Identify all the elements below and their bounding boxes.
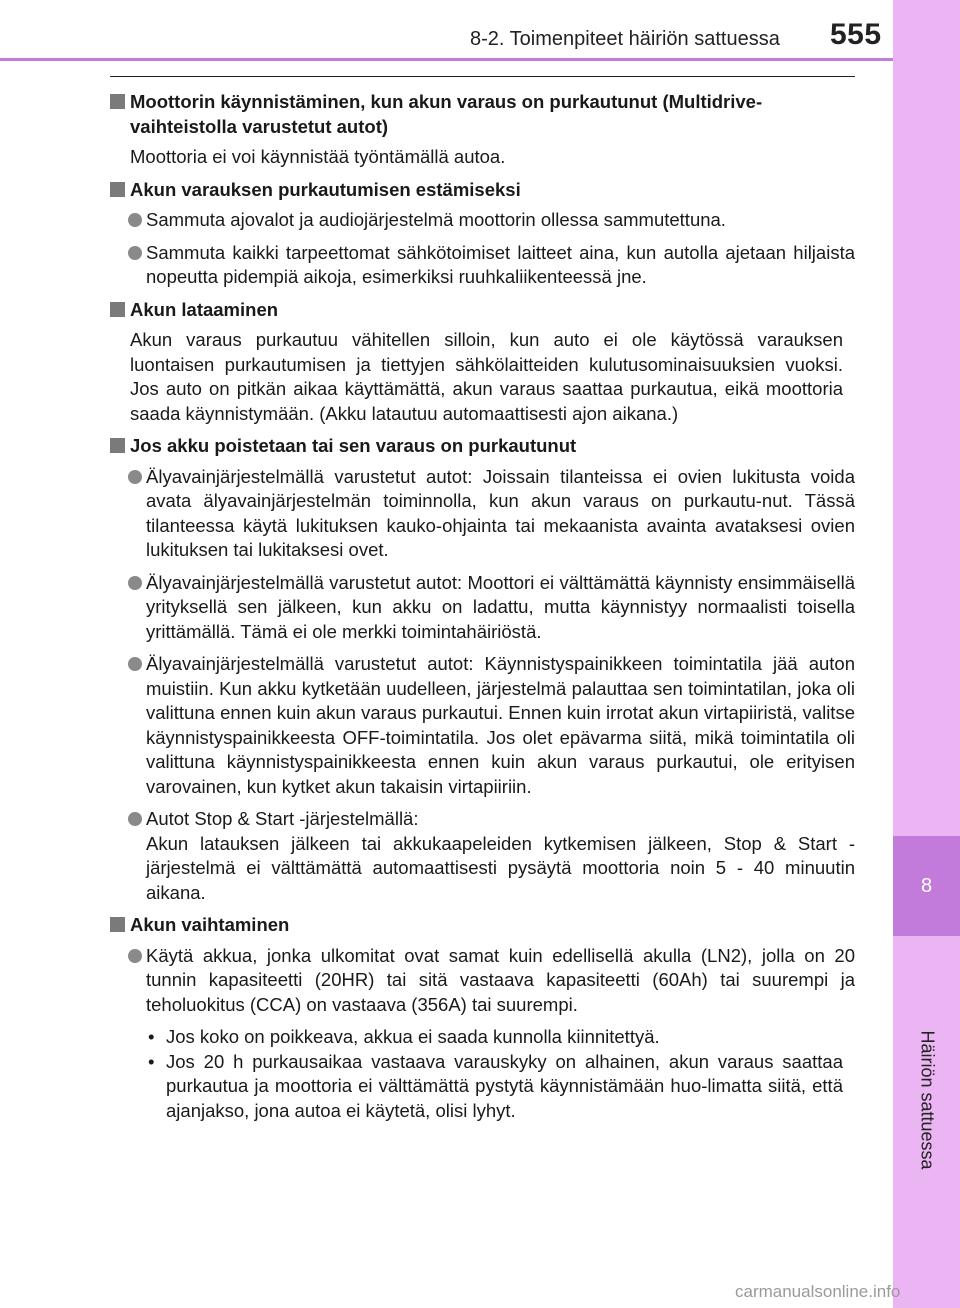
heading-text: Akun lataaminen xyxy=(130,298,279,320)
list-item-text: Älyavainjärjestelmällä varustetut autot: Joissain tilanteissa ei ovien lukitusta voida avata älyavainjärjestelmän toiminnolla, kun akun varaus on purkautu-nut. Tässä tilanteessa käytä lukituksen kauko-ohjainta tai mekaanista avainta avataksesi ovien lukituksen tai lukitaksesi ovet. xyxy=(146,465,855,560)
section-heading xyxy=(110,298,855,323)
circle-bullet-icon xyxy=(128,576,142,590)
list-item-text: Sammuta ajovalot ja audiojärjestelmä moottorin ollessa sammutettuna. xyxy=(146,209,726,230)
chapter-number: 8 xyxy=(920,874,933,897)
square-bullet-icon xyxy=(110,438,125,453)
section-heading xyxy=(110,913,855,938)
list-item-text: Älyavainjärjestelmällä varustetut autot: Käynnistyspainikkeen toimintatila jää auton muistiin. Kun akku kytketään uudelleen, järjestelmä palauttaa sen toimintatilan, joka oli valittuna ennen kuin akun varaus purkautui. Ennen kuin irrotat akun virtapiiristä, valitse käynnistyspainikkeesta OFF-toimintatila. Jos olet epävarma siitä, mikä toimintatila oli valittuna käynnistyspainikkeesta ennen kuin akun varaus purkautui, ole erityisen varovainen, kun kytket akun takaisin virtapiiriin. xyxy=(146,653,855,797)
sub-list-item xyxy=(110,1025,855,1050)
circle-bullet-icon xyxy=(128,812,142,826)
section-heading xyxy=(110,178,855,203)
circle-bullet-icon xyxy=(128,949,142,963)
circle-bullet-icon xyxy=(128,470,142,484)
chapter-sidebar xyxy=(893,0,960,1308)
list-item-text: Sammuta kaikki tarpeettomat sähkötoimiset laitteet aina, kun autolla ajetaan hiljaista nopeutta pidempiä aikoja, esimerkiksi ruuhkaliikenteessä jne. xyxy=(146,241,855,287)
chapter-number-box xyxy=(893,836,960,936)
list-item xyxy=(110,807,855,905)
chapter-title: Häiriön sattuessa xyxy=(917,1030,938,1170)
section-heading xyxy=(110,434,855,459)
sub-item-text: Jos koko on poikkeava, akkua ei saada kunnolla kiinnitettyä. xyxy=(166,1026,660,1047)
circle-bullet-icon xyxy=(128,657,142,671)
section-battery-removed xyxy=(110,434,855,905)
section-paragraph: Moottoria ei voi käynnistää työntämällä autoa. xyxy=(130,146,506,167)
sub-bullet-marker: • xyxy=(148,1050,155,1072)
list-item xyxy=(110,241,855,290)
list-item xyxy=(110,944,855,1018)
list-item xyxy=(110,208,855,233)
sub-bullet-marker: • xyxy=(148,1026,155,1047)
page-number: 555 xyxy=(830,18,882,51)
sub-item-text: Jos 20 h purkausaikaa vastaava varauskyky on alhainen, akun varaus saattaa purkautua ja moottoria ei välttämättä pystytä käynnistämään huo-limatta siitä, että ajanjakso, jona autoa ei käytetä, olisi lyhyt. xyxy=(166,1050,843,1121)
circle-bullet-icon xyxy=(128,213,142,227)
page-content xyxy=(110,90,855,1131)
heading-text: Moottorin käynnistäminen, kun akun varaus on purkautunut (Multidrive-vaihteistolla varustetut autot) xyxy=(130,91,763,137)
section-replacing xyxy=(110,913,855,1123)
heading-text: Jos akku poistetaan tai sen varaus on purkautunut xyxy=(130,435,577,456)
list-item-text: Käytä akkua, jonka ulkomitat ovat samat kuin edellisellä akulla (LN2), jolla on 20 tunnin kapasiteetti (20HR) tai sitä vastaava kapasiteetti (60Ah) tai suurempi ja teholuokitus (CCA) on vastaava (356A) tai suurempi. xyxy=(146,944,855,1015)
square-bullet-icon xyxy=(110,302,125,317)
list-item-text: Autot Stop & Start -järjestelmällä: xyxy=(146,808,419,829)
square-bullet-icon xyxy=(110,94,125,109)
circle-bullet-icon xyxy=(128,246,142,260)
list-item xyxy=(110,652,855,799)
list-item-continuation: Akun latauksen jälkeen tai akkukaapeleiden kytkemisen jälkeen, Stop & Start -järjestelmä ei välttämättä automaattisesti pysäytä moottoria noin 5 - 40 minuutin aikana. xyxy=(146,832,855,903)
header-divider xyxy=(110,76,855,77)
sub-list-item xyxy=(110,1050,855,1124)
section-heading xyxy=(110,90,855,139)
list-item-text: Älyavainjärjestelmällä varustetut autot: Moottori ei välttämättä käynnisty ensimmäisellä yrityksellä sen jälkeen, kun akku on ladattu, mutta käynnistyy normaalisti toisella yrittämällä. Tämä ei ole merkki toimintahäiriöstä. xyxy=(146,571,855,642)
square-bullet-icon xyxy=(110,917,125,932)
section-charging xyxy=(110,298,855,427)
section-start-engine xyxy=(110,90,855,170)
sub-list xyxy=(110,1025,855,1123)
heading-text: Akun vaihtaminen xyxy=(130,914,290,935)
heading-text: Akun varauksen purkautumisen estämiseksi xyxy=(130,178,521,200)
section-paragraph: Akun varaus purkautuu vähitellen silloin, kun auto ei ole käytössä varauksen luontaisen purkautumisen ja tiettyjen sähkölaitteiden kulutusominaisuuksien vuoksi. Jos auto on pitkän aikaa käyttämättä, akun varaus saattaa purkautua, eikä moottoria saada käynnistymään. (Akku latautuu automaattisesti ajon aikana.) xyxy=(130,329,843,424)
section-prevent-discharge xyxy=(110,178,855,290)
section-title: 8-2. Toimenpiteet häiriön sattuessa xyxy=(470,28,780,50)
page-header xyxy=(0,0,893,61)
list-item xyxy=(110,465,855,563)
watermark: carmanualsonline.info xyxy=(735,1282,901,1301)
square-bullet-icon xyxy=(110,182,125,197)
list-item xyxy=(110,571,855,645)
